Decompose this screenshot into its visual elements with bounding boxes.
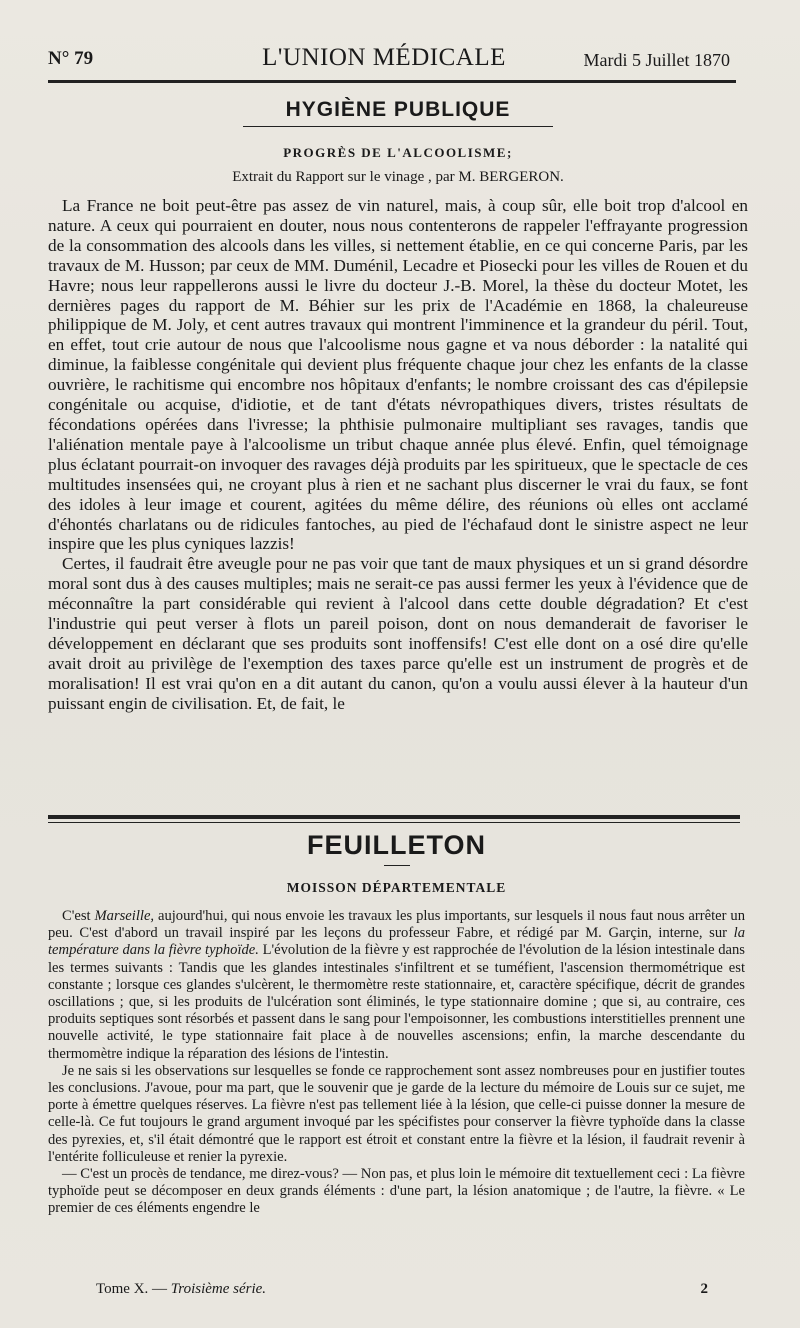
feuilleton-section [48, 830, 745, 1218]
tome-label: Tome X. — [96, 1281, 171, 1297]
text-run: aujourd'hui, qui nous envoie les travaux les plus importants, sur lesquels il nous faut nous arrêter un peu. C'est d'abord un travail inspiré par les leçons du professeur Fabre, et rédigé par M. Garçin, interne, sur [48, 908, 745, 942]
city-name: Marseille, [94, 908, 155, 924]
section-title: HYGIÈNE PUBLIQUE [285, 98, 511, 121]
paragraph: La France ne boit peut-être pas assez de vin naturel, mais, à coup sûr, elle boit trop d'alcool en nature. A ceux qui pourraient en douter, nous nous contenterons de rappeler l'effrayante progression de la consommation des alcools dans les villes, si nettement établie, en ce qui concerne Paris, par les travaux de M. Husson; par ceux de MM. Duménil, Lecadre et Piosecki pour les villes de Rouen et du Havre; nous leur rappellerons aussi le livre du docteur J.-B. Morel, la thèse du docteur Motet, les dernières pages du rapport de M. Béhier sur les prix de l'Académie en 1868, la chaleureuse philippique de M. Joly, et cent autres travaux qui montrent l'imminence et la grandeur du péril. Tout, en effet, tout crie autour de nous que l'alcoolisme nous gagne et va nous déborder : la natalité qui diminue, la faiblesse congénitale qui devient plus fréquente chaque jour chez les enfants de la classe ouvrière, le rachitisme qui encombre nos hôpitaux d'enfants; le nombre croissant des cas d'épilepsie congénitale ou acquise, d'idiotie, et de tant d'états névropathiques divers, tristes résultats de fécondations opérées dans l'ivresse; la phthisie pulmonaire multipliant ses ravages, tandis que l'aliénation mentale paye à l'alcoolisme un tribut chaque année plus élevé. Enfin, quel témoignage plus éclatant pourrait-on invoquer des ravages déjà produits par les spiritueux, que le spectacle de ces multitudes insensées qui, ne croyant plus à rien et ne sachant plus discerner le vrai du faux, se font des idoles à leur image et courent, agitées du même délire, des réunions où elles ont acclamé d'éhontés charlatans ou de ridicules fantoches, au pied de l'échafaud dont le sinistre aspect ne leur inspire que les plus cyniques lazzis! [48, 196, 748, 554]
feuilleton-rule-thin [48, 822, 740, 823]
journal-title: L'UNION MÉDICALE [262, 44, 506, 71]
article-body [48, 196, 748, 714]
serie-label: Troisième série. [170, 1281, 267, 1297]
issue-date: Mardi 5 Juillet 1870 [583, 50, 730, 70]
title-underline [243, 126, 553, 127]
paragraph: — C'est un procès de tendance, me direz-vous? — Non pas, et plus loin le mémoire dit textuellement ceci : La fièvre typhoïde peut se décomposer en deux grands éléments : d'une part, la lésion anatomique ; de l'autre, la fièvre. « Le premier de ces éléments engendre le [48, 1166, 745, 1217]
page-footer [96, 1281, 708, 1298]
work-title: la température dans la fièvre typhoïde. [48, 925, 745, 959]
paragraph: Certes, il faudrait être aveugle pour ne pas voir que tant de maux physiques et un si grand désordre moral sont dus à des causes multiples; mais ne serait-ce pas aussi fermer les yeux à l'évidence que de méconnaître la part considérable qui revient à l'alcool dans cette double dégradation? Et c'est l'industrie qui peut verser à flots un pareil poison, dont on nous demanderait de favoriser le développement en déclarant que ses produits sont inoffensifs! C'est elle dont on a osé dire qu'elle avait droit au privilège de l'exemption des taxes parce qu'elle est un instrument de progrès et de moralisation! Il est vrai qu'on en a dit autant du canon, qu'on a voulu aussi élever à la hauteur d'un puissant engin de civilisation. Et, de fait, le [48, 554, 748, 713]
article-subtitle: PROGRÈS DE L'ALCOOLISME; [283, 145, 513, 160]
feuilleton-dash [384, 865, 410, 866]
page-header [48, 44, 730, 78]
signature-number: 2 [700, 1281, 708, 1297]
paragraph: Je ne sais si les observations sur lesquelles se fonde ce rapprochement sont assez nombreuses pour en justifier toutes les conclusions. J'avoue, pour ma part, que le souvenir que je garde de la lecture du mémoire de Louis sur ce sujet, me porte à émettre quelques réserves. La fièvre n'est pas tellement liée à la lésion, que celle-ci puisse donner la mesure de celle-là. Ce fut toujours le grand argument invoqué par les spécifistes pour conserver la fièvre typhoïde dans la classe des pyrexies, et, s'il était démontré que le rapport est étroit et constant entre la fièvre et la lésion, il faudrait revenir à l'entérite folliculeuse et renier la pyrexie. [48, 1062, 745, 1165]
article-hygiene [48, 98, 748, 714]
issue-number: N° 79 [48, 48, 94, 69]
feuilleton-body [48, 908, 745, 1218]
article-extract-line: Extrait du Rapport sur le vinage , par M. BERGERON. [232, 169, 564, 185]
paragraph [48, 908, 745, 1063]
header-rule [48, 80, 736, 83]
text-run: C'est [62, 908, 95, 924]
feuilleton-title: FEUILLETON [306, 830, 486, 860]
text-run: L'évolution de la fièvre y est rapprochée de l'évolution de la lésion intestinale dans les termes suivants : Tandis que les glandes intestinales s'infiltrent et se tuméfient, l'ascension thermométrique est constante ; lorsque ces glandes s'ulcèrent, le thermomètre reste stationnaire, et, caractère spécifique, décrit de grandes oscillations ; que, si les produits de l'ulcération sont éliminés, le type stationnaire domine ; que si, au contraire, ces produits septiques sont résorbés et passent dans le sang pour l'empoisonner, les combustions interstitielles prennent une nouvelle activité, le type stationnaire fait place à de nouvelles ascensions; enfin, la marche descendante du thermomètre indique la réparation des lésions de l'intestin. [48, 942, 745, 1062]
feuilleton-rule [48, 815, 740, 819]
feuilleton-subtitle: MOISSON DÉPARTEMENTALE [286, 880, 507, 895]
